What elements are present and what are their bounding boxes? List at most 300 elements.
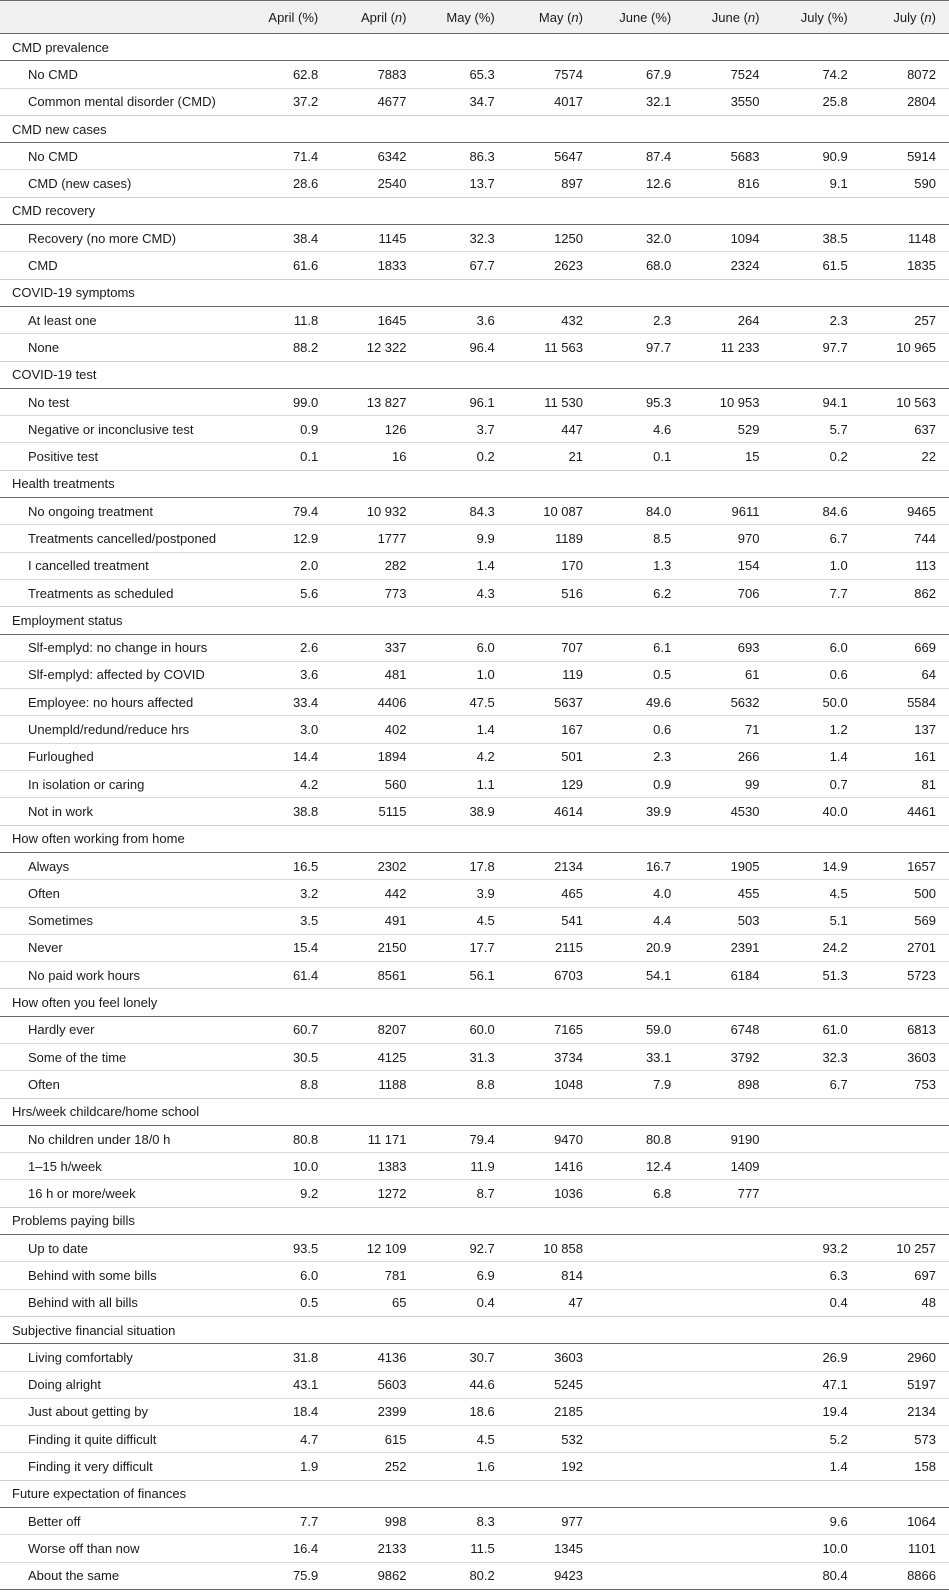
table-cell: 707 (508, 634, 596, 661)
table-cell: 10 257 (861, 1235, 949, 1262)
table-cell: 20.9 (596, 934, 684, 961)
table-row (0, 252, 949, 279)
table-cell: 3.6 (243, 661, 331, 688)
table-cell: 33.1 (596, 1043, 684, 1070)
section-title: CMD new cases (0, 115, 949, 142)
table-row (0, 743, 949, 770)
table-cell: 11 563 (508, 334, 596, 361)
table-cell: 5.2 (773, 1426, 861, 1453)
table-cell: 1.4 (420, 552, 508, 579)
table-cell: 10 953 (684, 388, 772, 415)
section-title: Subjective financial situation (0, 1316, 949, 1343)
table-cell: 80.8 (596, 1125, 684, 1152)
table-cell: 4.6 (596, 416, 684, 443)
table-cell: 12.9 (243, 525, 331, 552)
table-cell: 113 (861, 552, 949, 579)
table-cell: 264 (684, 306, 772, 333)
table-cell: 2.0 (243, 552, 331, 579)
table-cell: 60.0 (420, 1016, 508, 1043)
table-cell: 51.3 (773, 962, 861, 989)
table-row (0, 1371, 949, 1398)
table-cell: 86.3 (420, 143, 508, 170)
header-may-n: May (n) (508, 1, 596, 34)
row-label: No test (0, 388, 243, 415)
row-label: Positive test (0, 443, 243, 470)
table-cell: 5197 (861, 1371, 949, 1398)
table-cell: 54.1 (596, 962, 684, 989)
row-label: Some of the time (0, 1043, 243, 1070)
table-cell: 491 (331, 907, 419, 934)
table-cell: 18.4 (243, 1398, 331, 1425)
table-cell: 62.8 (243, 61, 331, 88)
table-row (0, 416, 949, 443)
table-cell: 0.6 (596, 716, 684, 743)
table-cell: 75.9 (243, 1562, 331, 1589)
table-cell: 39.9 (596, 798, 684, 825)
table-cell (596, 1535, 684, 1562)
section-header-row (0, 197, 949, 224)
row-label: Worse off than now (0, 1535, 243, 1562)
section-header-row (0, 115, 949, 142)
section-title: Health treatments (0, 470, 949, 497)
row-label: Often (0, 1071, 243, 1098)
table-cell: 7524 (684, 61, 772, 88)
table-cell: 2185 (508, 1398, 596, 1425)
table-cell: 38.4 (243, 225, 331, 252)
table-cell: 9.9 (420, 525, 508, 552)
table-cell: 65 (331, 1289, 419, 1316)
table-cell: 71 (684, 716, 772, 743)
table-cell: 1148 (861, 225, 949, 252)
table-cell: 4.2 (420, 743, 508, 770)
table-cell: 1.3 (596, 552, 684, 579)
table-cell: 10 087 (508, 498, 596, 525)
table-row (0, 1043, 949, 1070)
row-label: Negative or inconclusive test (0, 416, 243, 443)
table-cell (684, 1344, 772, 1371)
table-cell: 10 965 (861, 334, 949, 361)
table-cell: 977 (508, 1508, 596, 1535)
table-cell: 6.1 (596, 634, 684, 661)
table-cell: 693 (684, 634, 772, 661)
table-cell: 15.4 (243, 934, 331, 961)
table-row (0, 443, 949, 470)
table-cell: 3.2 (243, 880, 331, 907)
table-cell (684, 1289, 772, 1316)
table-cell: 1250 (508, 225, 596, 252)
table-cell: 706 (684, 579, 772, 606)
table-cell: 16 (331, 443, 419, 470)
table-cell: 80.2 (420, 1562, 508, 1589)
table-cell: 119 (508, 661, 596, 688)
table-row (0, 880, 949, 907)
table-cell: 10 932 (331, 498, 419, 525)
table-cell: 6748 (684, 1016, 772, 1043)
table-cell: 97.7 (773, 334, 861, 361)
header-june-n: June (n) (684, 1, 772, 34)
section-title: Problems paying bills (0, 1207, 949, 1234)
table-cell: 637 (861, 416, 949, 443)
table-cell: 1145 (331, 225, 419, 252)
table-cell: 897 (508, 170, 596, 197)
table-cell: 6.3 (773, 1262, 861, 1289)
table-cell: 0.6 (773, 661, 861, 688)
table-cell: 8207 (331, 1016, 419, 1043)
table-cell: 1.2 (773, 716, 861, 743)
table-row (0, 61, 949, 88)
table-cell (596, 1235, 684, 1262)
table-cell: 95.3 (596, 388, 684, 415)
table-row (0, 1344, 949, 1371)
table-cell: 2.3 (773, 306, 861, 333)
table-cell: 4.5 (420, 907, 508, 934)
table-cell: 10 858 (508, 1235, 596, 1262)
table-cell: 9423 (508, 1562, 596, 1589)
table-cell: 1383 (331, 1153, 419, 1180)
table-cell: 1.4 (773, 743, 861, 770)
table-cell: 814 (508, 1262, 596, 1289)
table-row (0, 852, 949, 879)
table-row (0, 1235, 949, 1262)
table-cell: 1.0 (773, 552, 861, 579)
table-row (0, 1398, 949, 1425)
row-label: 16 h or more/week (0, 1180, 243, 1207)
row-label: Unempld/redund/reduce hrs (0, 716, 243, 743)
row-label: Doing alright (0, 1371, 243, 1398)
table-cell: 12.6 (596, 170, 684, 197)
header-cell-label (0, 1, 243, 34)
table-cell: 84.3 (420, 498, 508, 525)
table-cell: 5245 (508, 1371, 596, 1398)
table-cell: 49.6 (596, 689, 684, 716)
table-cell: 7883 (331, 61, 419, 88)
table-cell: 753 (861, 1071, 949, 1098)
table-cell: 5914 (861, 143, 949, 170)
table-cell: 0.4 (773, 1289, 861, 1316)
table-cell: 6.0 (420, 634, 508, 661)
table-cell: 16.4 (243, 1535, 331, 1562)
table-cell: 1905 (684, 852, 772, 879)
table-cell (596, 1344, 684, 1371)
section-header-row (0, 279, 949, 306)
table-cell: 3792 (684, 1043, 772, 1070)
table-cell (684, 1398, 772, 1425)
table-cell: 532 (508, 1426, 596, 1453)
table-cell (684, 1508, 772, 1535)
table-cell: 8.8 (420, 1071, 508, 1098)
table-cell: 3603 (508, 1344, 596, 1371)
table-cell: 4.4 (596, 907, 684, 934)
table-cell: 0.9 (596, 771, 684, 798)
table-cell: 96.4 (420, 334, 508, 361)
table-cell: 1777 (331, 525, 419, 552)
table-cell: 96.1 (420, 388, 508, 415)
row-label: Behind with all bills (0, 1289, 243, 1316)
table-cell: 43.1 (243, 1371, 331, 1398)
table-cell: 1416 (508, 1153, 596, 1180)
section-title: CMD recovery (0, 197, 949, 224)
table-cell: 8866 (861, 1562, 949, 1589)
row-label: CMD (new cases) (0, 170, 243, 197)
table-cell: 40.0 (773, 798, 861, 825)
table-row (0, 716, 949, 743)
table-row (0, 1426, 949, 1453)
table-cell: 161 (861, 743, 949, 770)
table-cell: 74.2 (773, 61, 861, 88)
table-cell: 2540 (331, 170, 419, 197)
table-cell: 1657 (861, 852, 949, 879)
table-cell: 47 (508, 1289, 596, 1316)
table-cell (596, 1371, 684, 1398)
table-cell: 1189 (508, 525, 596, 552)
table-cell: 47.1 (773, 1371, 861, 1398)
table-cell: 4.7 (243, 1426, 331, 1453)
table-cell: 998 (331, 1508, 419, 1535)
table-cell: 447 (508, 416, 596, 443)
table-cell: 12 322 (331, 334, 419, 361)
table-row (0, 1508, 949, 1535)
section-title: Future expectation of finances (0, 1480, 949, 1507)
row-label: Hardly ever (0, 1016, 243, 1043)
table-cell: 465 (508, 880, 596, 907)
table-cell: 67.9 (596, 61, 684, 88)
table-cell: 25.8 (773, 88, 861, 115)
table-row (0, 170, 949, 197)
table-cell: 5632 (684, 689, 772, 716)
table-cell (596, 1508, 684, 1535)
table-cell: 4530 (684, 798, 772, 825)
table-cell (684, 1235, 772, 1262)
table-cell: 34.7 (420, 88, 508, 115)
row-label: No CMD (0, 143, 243, 170)
table-cell: 0.1 (596, 443, 684, 470)
row-label: No CMD (0, 61, 243, 88)
table-cell: 38.8 (243, 798, 331, 825)
table-cell: 80.8 (243, 1125, 331, 1152)
table-cell: 516 (508, 579, 596, 606)
table-cell: 4136 (331, 1344, 419, 1371)
table-cell: 5115 (331, 798, 419, 825)
table-cell: 15 (684, 443, 772, 470)
table-cell: 7574 (508, 61, 596, 88)
table-cell: 4461 (861, 798, 949, 825)
table-cell (684, 1535, 772, 1562)
table-cell: 7.7 (773, 579, 861, 606)
table-cell: 10 563 (861, 388, 949, 415)
section-header-row (0, 361, 949, 388)
row-label: Treatments as scheduled (0, 579, 243, 606)
table-cell: 21 (508, 443, 596, 470)
table-cell: 8.7 (420, 1180, 508, 1207)
row-label: About the same (0, 1562, 243, 1589)
table-cell: 170 (508, 552, 596, 579)
table-cell: 64 (861, 661, 949, 688)
table-cell (684, 1262, 772, 1289)
table-cell: 1048 (508, 1071, 596, 1098)
table-cell: 481 (331, 661, 419, 688)
table-row (0, 1016, 949, 1043)
table-cell: 26.9 (773, 1344, 861, 1371)
row-label: Common mental disorder (CMD) (0, 88, 243, 115)
row-label: No paid work hours (0, 962, 243, 989)
table-cell: 5.1 (773, 907, 861, 934)
table-cell: 11.9 (420, 1153, 508, 1180)
table-cell: 1835 (861, 252, 949, 279)
table-cell: 94.1 (773, 388, 861, 415)
table-body (0, 34, 949, 1590)
table-cell: 0.2 (773, 443, 861, 470)
table-cell: 16.7 (596, 852, 684, 879)
table-cell: 337 (331, 634, 419, 661)
table-cell: 18.6 (420, 1398, 508, 1425)
table-cell: 87.4 (596, 143, 684, 170)
table-cell: 14.9 (773, 852, 861, 879)
table-row (0, 334, 949, 361)
row-label: Not in work (0, 798, 243, 825)
table-cell: 44.6 (420, 1371, 508, 1398)
table-cell: 6.7 (773, 525, 861, 552)
table-cell: 16.5 (243, 852, 331, 879)
table-cell: 898 (684, 1071, 772, 1098)
table-cell: 6184 (684, 962, 772, 989)
table-cell: 13 827 (331, 388, 419, 415)
row-label: Living comfortably (0, 1344, 243, 1371)
row-label: Sometimes (0, 907, 243, 934)
table-cell: 590 (861, 170, 949, 197)
table-cell: 2960 (861, 1344, 949, 1371)
table-cell: 541 (508, 907, 596, 934)
table-cell: 6.8 (596, 1180, 684, 1207)
row-label: In isolation or caring (0, 771, 243, 798)
row-label: Slf-emplyd: affected by COVID (0, 661, 243, 688)
table-cell: 0.4 (420, 1289, 508, 1316)
header-june-pct: June (%) (596, 1, 684, 34)
table-cell: 5723 (861, 962, 949, 989)
table-cell: 5.6 (243, 579, 331, 606)
section-title: Employment status (0, 607, 949, 634)
table-row (0, 1453, 949, 1480)
table-cell: 1645 (331, 306, 419, 333)
table-cell: 6.0 (773, 634, 861, 661)
header-april-n: April (n) (331, 1, 419, 34)
table-cell: 503 (684, 907, 772, 934)
table-cell: 56.1 (420, 962, 508, 989)
table-cell: 6813 (861, 1016, 949, 1043)
table-row (0, 498, 949, 525)
table-cell: 9470 (508, 1125, 596, 1152)
table-cell: 158 (861, 1453, 949, 1480)
row-label: CMD (0, 252, 243, 279)
table-cell: 12 109 (331, 1235, 419, 1262)
table-cell: 1188 (331, 1071, 419, 1098)
table-cell: 9611 (684, 498, 772, 525)
row-label: Furloughed (0, 743, 243, 770)
table-cell: 67.7 (420, 252, 508, 279)
table-cell: 560 (331, 771, 419, 798)
table-row (0, 1125, 949, 1152)
table-cell: 1.4 (420, 716, 508, 743)
row-label: Just about getting by (0, 1398, 243, 1425)
table-cell: 61.0 (773, 1016, 861, 1043)
header-may-pct: May (%) (420, 1, 508, 34)
table-cell: 90.9 (773, 143, 861, 170)
row-label: Always (0, 852, 243, 879)
row-label: None (0, 334, 243, 361)
table-cell: 7165 (508, 1016, 596, 1043)
table-row (0, 525, 949, 552)
table-cell: 1272 (331, 1180, 419, 1207)
table-cell: 167 (508, 716, 596, 743)
table-cell (773, 1180, 861, 1207)
table-cell: 32.1 (596, 88, 684, 115)
table-cell: 1064 (861, 1508, 949, 1535)
table-cell (684, 1453, 772, 1480)
table-cell: 7.7 (243, 1508, 331, 1535)
table-cell: 4125 (331, 1043, 419, 1070)
table-row (0, 1262, 949, 1289)
table-cell: 93.2 (773, 1235, 861, 1262)
row-label: Finding it very difficult (0, 1453, 243, 1480)
table-cell: 500 (861, 880, 949, 907)
table-cell: 402 (331, 716, 419, 743)
table-cell: 697 (861, 1262, 949, 1289)
table-cell: 3.0 (243, 716, 331, 743)
row-label: Better off (0, 1508, 243, 1535)
table-cell: 14.4 (243, 743, 331, 770)
table-row (0, 579, 949, 606)
table-cell: 5683 (684, 143, 772, 170)
table-cell: 2804 (861, 88, 949, 115)
table-cell: 11 233 (684, 334, 772, 361)
table-cell: 31.8 (243, 1344, 331, 1371)
table-cell: 2134 (861, 1398, 949, 1425)
table-cell: 9.1 (773, 170, 861, 197)
row-label: 1–15 h/week (0, 1153, 243, 1180)
table-row (0, 143, 949, 170)
row-label: Recovery (no more CMD) (0, 225, 243, 252)
section-header-row (0, 470, 949, 497)
table-cell: 5584 (861, 689, 949, 716)
table-row (0, 962, 949, 989)
row-label: Never (0, 934, 243, 961)
section-header-row (0, 1480, 949, 1507)
table-row (0, 1153, 949, 1180)
table-cell: 192 (508, 1453, 596, 1480)
table-cell: 744 (861, 525, 949, 552)
table-cell: 59.0 (596, 1016, 684, 1043)
table-cell: 2.6 (243, 634, 331, 661)
header-july-pct: July (%) (773, 1, 861, 34)
table-cell: 6.7 (773, 1071, 861, 1098)
table-cell: 501 (508, 743, 596, 770)
table-row (0, 689, 949, 716)
table-cell: 8.8 (243, 1071, 331, 1098)
table-cell: 30.7 (420, 1344, 508, 1371)
table-cell: 9.2 (243, 1180, 331, 1207)
table-cell: 4.5 (773, 880, 861, 907)
table-cell: 569 (861, 907, 949, 934)
table-cell: 80.4 (773, 1562, 861, 1589)
section-title: CMD prevalence (0, 34, 949, 61)
table-cell: 1.1 (420, 771, 508, 798)
row-label: Finding it quite difficult (0, 1426, 243, 1453)
table-cell (861, 1125, 949, 1152)
table-cell: 1.4 (773, 1453, 861, 1480)
table-cell: 154 (684, 552, 772, 579)
row-label: Up to date (0, 1235, 243, 1262)
table-cell (596, 1562, 684, 1589)
table-cell: 38.9 (420, 798, 508, 825)
